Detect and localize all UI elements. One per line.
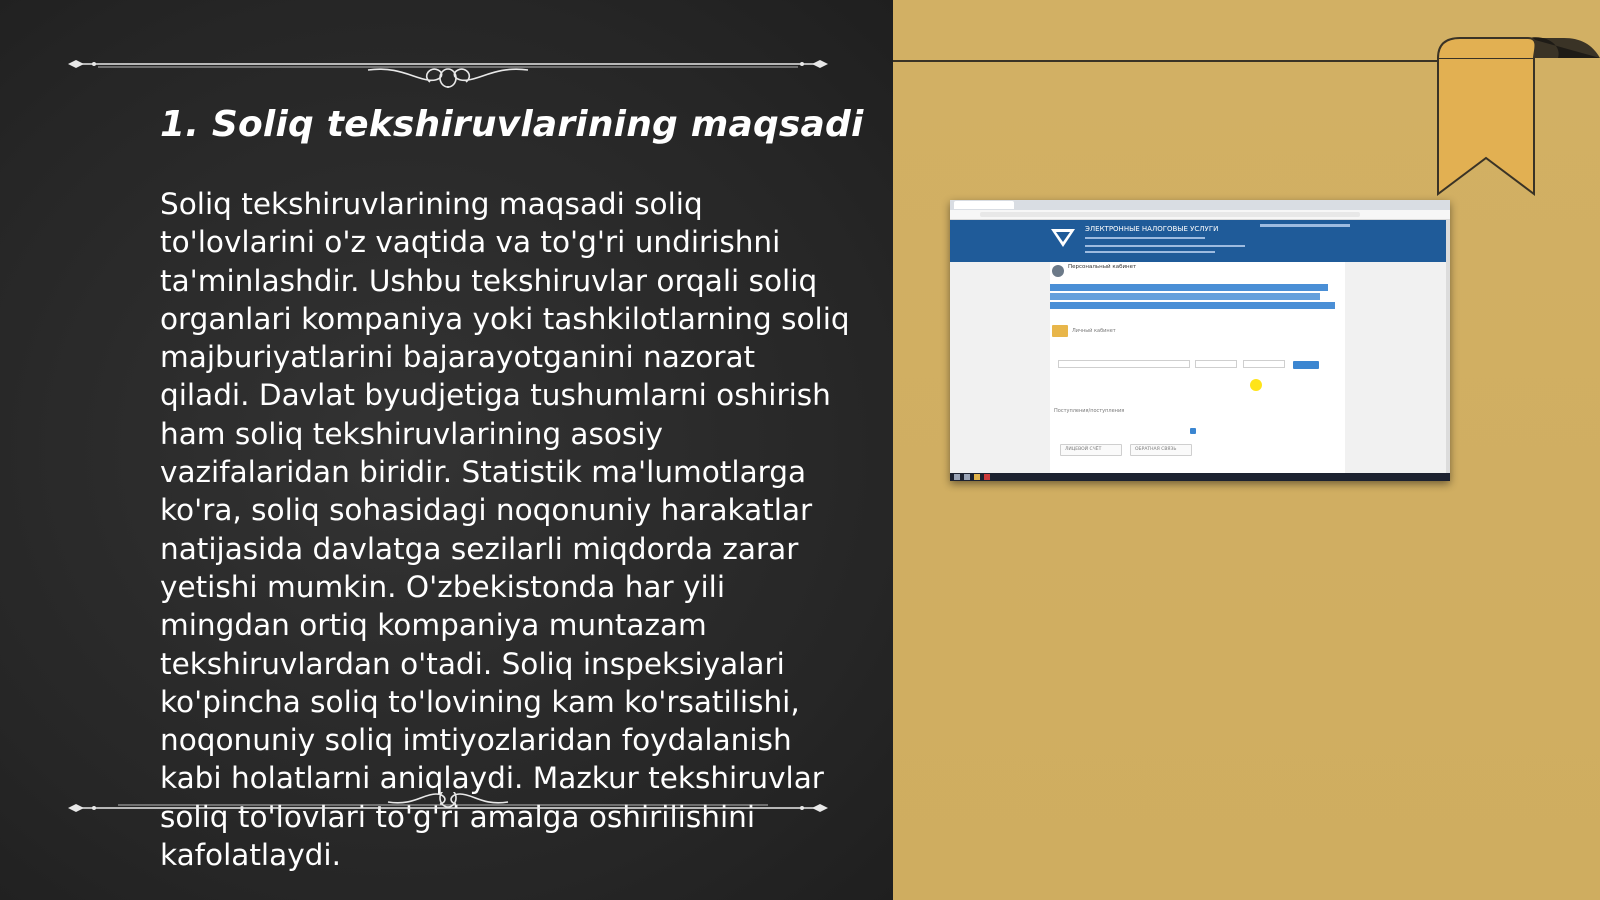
button-2: ОБРАТНАЯ СВЯЗЬ: [1130, 444, 1192, 456]
form-input: [1243, 360, 1285, 368]
form-input: [1195, 360, 1237, 368]
slide-title: 1. Soliq tekshiruvlarining maqsadi: [160, 104, 864, 145]
search-button: [1293, 361, 1319, 369]
pagination-active: [1190, 428, 1196, 434]
menu-row: [1050, 293, 1320, 300]
button-1: ЛИЦЕВОЙ СЧЁТ: [1060, 444, 1122, 456]
user-cabinet-card: [1050, 262, 1345, 473]
bookmark-ribbon-icon: [1430, 34, 1600, 204]
site-title: ЭЛЕКТРОННЫЕ НАЛОГОВЫЕ УСЛУГИ: [1085, 225, 1219, 233]
tax-logo-icon: [1050, 227, 1076, 249]
form-input: [1058, 360, 1190, 368]
browser-address-bar: [950, 210, 1450, 220]
folder-icon: [1052, 325, 1068, 337]
user-panel-title: Персональный кабинет: [1068, 264, 1137, 270]
list-title: Поступления/поступления: [1054, 408, 1125, 414]
cursor-highlight: [1250, 379, 1262, 391]
scrollbar: [1446, 220, 1450, 473]
site-content: [950, 262, 1446, 473]
section-title: Личный кабинет: [1072, 328, 1116, 334]
site-header: [950, 220, 1446, 262]
user-icon: [1052, 265, 1064, 277]
os-taskbar: [950, 473, 1450, 481]
ornament-divider-bottom-icon: [68, 792, 828, 832]
decorative-rule-line: [893, 60, 1438, 62]
menu-row: [1050, 302, 1335, 309]
ornament-divider-top-icon: [68, 48, 828, 88]
embedded-website-screenshot: [950, 200, 1450, 481]
slide-body-text: Soliq tekshiruvlarining maqsadi soliq to'lovlarini o'z vaqtida va to'g'ri undirishni ta'minlashdir. Ushbu tekshiruvlar orqali soliq organlari kompaniya yoki tashkilotlarning soliq majburiyatlarini bajarayotganini nazorat qiladi. Davlat byudjetiga tushumlarni oshirish ham soliq tekshiruvlarining asosiy vazifalaridan biridir. Statistik ma'lumotlarga ko'ra, soliq sohasidagi noqonuniy harakatlar natijasida davlatga sezilarli miqdorda zarar yetishi mumkin. O'zbekistonda har yili mingdan ortiq kompaniya muntazam tekshiruvlardan o'tadi. Soliq inspeksiyalari ko'pincha soliq to'lovining kam ko'rsatilishi, noqonuniy soliq imtiyozlaridan foydalanish kabi holatlarni aniqlaydi. Mazkur tekshiruvlar soliq to'lovlari to'g'ri amalga oshirilishini kafolatlaydi.: [160, 187, 850, 873]
browser-tab-bar: [950, 200, 1450, 210]
menu-row: [1050, 284, 1328, 291]
